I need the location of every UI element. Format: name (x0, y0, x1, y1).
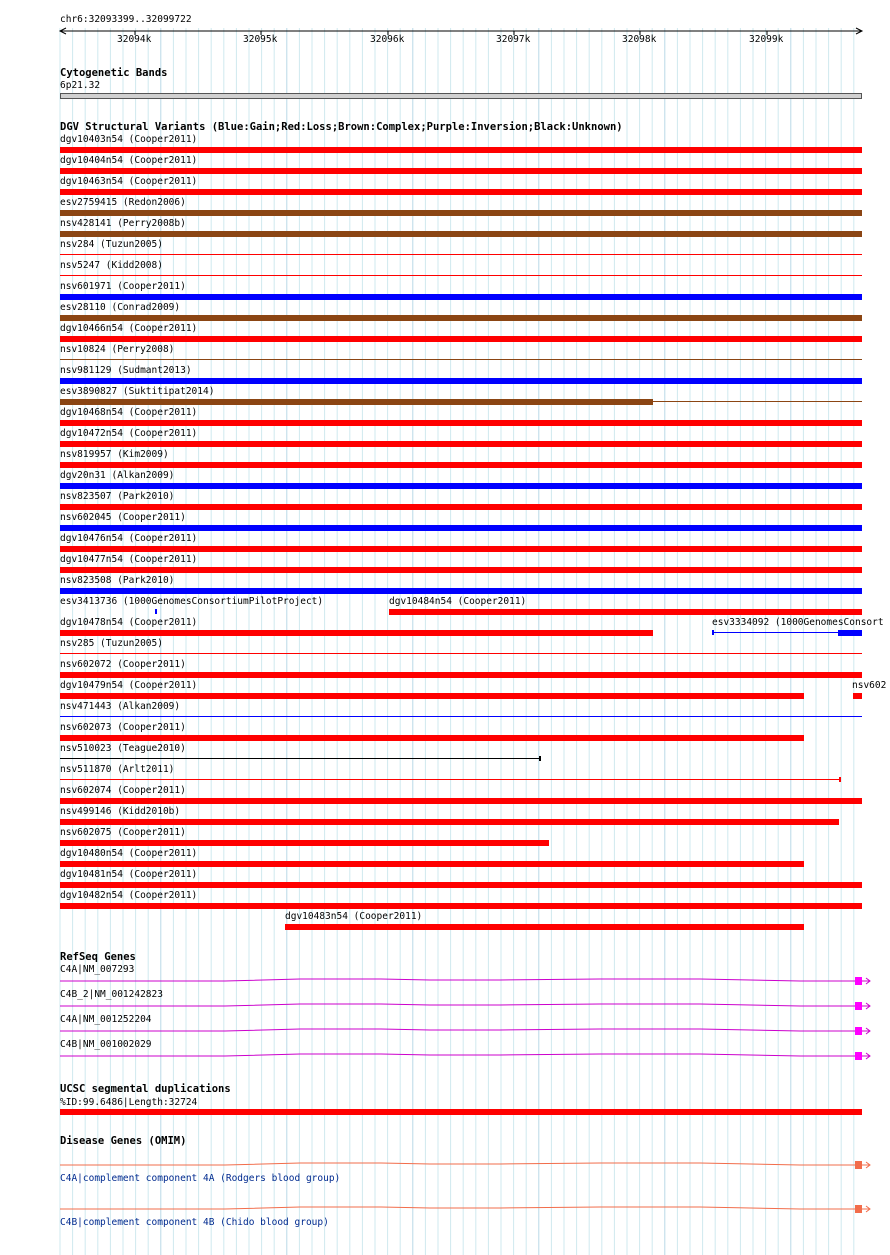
dgv-feature-label[interactable]: dgv10480n54 (Cooper2011) (60, 848, 198, 859)
dgv-feature-label[interactable]: dgv10468n54 (Cooper2011) (60, 407, 198, 418)
dgv-feature-label[interactable]: nsv428141 (Perry2008b) (60, 218, 186, 229)
dgv-feature-bar[interactable] (60, 294, 862, 300)
dgv-feature-label[interactable]: nsv819957 (Kim2009) (60, 449, 169, 460)
dgv-feature-label[interactable]: nsv823508 (Park2010) (60, 575, 175, 586)
ruler-tick-label: 32098k (622, 34, 657, 45)
track-title-cytoband: Cytogenetic Bands (60, 67, 168, 79)
omim-gene-label[interactable]: C4A|complement component 4A (Rodgers blood group) (60, 1173, 341, 1184)
dgv-feature-label[interactable]: nsv602072 (Cooper2011) (60, 659, 186, 670)
dgv-feature-bar[interactable] (60, 567, 862, 573)
ruler-tick-label: 32096k (370, 34, 405, 45)
dgv-feature-bar[interactable] (853, 693, 862, 699)
dgv-feature-bar[interactable] (60, 483, 862, 489)
dgv-feature-label[interactable]: dgv10476n54 (Cooper2011) (60, 533, 198, 544)
dgv-feature-label[interactable]: dgv10403n54 (Cooper2011) (60, 134, 198, 145)
dgv-feature-bar[interactable] (60, 819, 839, 825)
dgv-feature-label[interactable]: nsv285 (Tuzun2005) (60, 638, 163, 649)
refseq-gene-label[interactable]: C4B_2|NM_001242823 (60, 989, 163, 1000)
track-title-refseq: RefSeq Genes (60, 951, 136, 963)
dgv-feature-bar[interactable] (60, 630, 653, 636)
track-title-omim: Disease Genes (OMIM) (60, 1135, 187, 1147)
refseq-gene-intron (60, 1004, 855, 1006)
dgv-feature-bar[interactable] (60, 210, 862, 216)
dgv-feature-bar[interactable] (60, 903, 862, 909)
dgv-feature-bar[interactable] (60, 693, 804, 699)
dgv-feature-bar[interactable] (838, 630, 862, 636)
dgv-feature-label[interactable]: esv3334092 (1000GenomesConsort (712, 617, 884, 628)
strand-arrow-icon (862, 1162, 870, 1168)
dgv-feature-bar[interactable] (60, 336, 862, 342)
dgv-feature-bar[interactable] (60, 588, 862, 594)
refseq-gene-intron (60, 1029, 855, 1031)
dgv-feature-bar[interactable] (60, 462, 862, 468)
dgv-feature-bar[interactable] (60, 840, 549, 846)
dgv-feature-label[interactable]: nsv823507 (Park2010) (60, 491, 175, 502)
dgv-feature-label[interactable]: nsv5247 (Kidd2008) (60, 260, 163, 271)
dgv-feature-label[interactable]: dgv20n31 (Alkan2009) (60, 470, 175, 481)
ruler-tick-label: 32095k (243, 34, 278, 45)
dgv-feature-bar[interactable] (60, 861, 804, 867)
dgv-feature-label[interactable]: esv3413736 (1000GenomesConsortiumPilotProject) (60, 596, 324, 607)
dgv-feature-label[interactable]: dgv10472n54 (Cooper2011) (60, 428, 198, 439)
dgv-feature-bar[interactable] (60, 735, 804, 741)
dgv-feature-bar[interactable] (60, 168, 862, 174)
dgv-feature-bar[interactable] (60, 546, 862, 552)
cytoband-label: 6p21.32 (60, 80, 101, 91)
dgv-feature-label[interactable]: dgv10404n54 (Cooper2011) (60, 155, 198, 166)
dgv-feature-label[interactable]: dgv10479n54 (Cooper2011) (60, 680, 198, 691)
ruler-tick-label: 32099k (749, 34, 784, 45)
dgv-feature-bar[interactable] (60, 441, 862, 447)
ruler-tick-label: 32094k (117, 34, 152, 45)
dgv-feature-bar[interactable] (712, 632, 838, 633)
refseq-gene-intron (60, 979, 855, 981)
segdup-label: %ID:99.6486|Length:32724 (60, 1097, 198, 1108)
ruler-tick-label: 32097k (496, 34, 531, 45)
dgv-feature-label[interactable]: dgv10463n54 (Cooper2011) (60, 176, 198, 187)
ruler-location: chr6:32093399..32099722 (60, 14, 192, 25)
dgv-feature-label[interactable]: dgv10484n54 (Cooper2011) (389, 596, 527, 607)
cytoband-bar[interactable] (60, 93, 862, 99)
strand-arrow-icon (862, 1206, 870, 1212)
dgv-feature-bar[interactable] (60, 672, 862, 678)
refseq-gene-intron (60, 1054, 855, 1056)
refseq-gene-exon (855, 1052, 862, 1060)
omim-gene-exon (855, 1161, 862, 1169)
omim-gene-intron (60, 1163, 855, 1165)
dgv-feature-label[interactable]: dgv10477n54 (Cooper2011) (60, 554, 198, 565)
dgv-feature-end-tick (539, 756, 541, 761)
dgv-feature-label[interactable]: esv3890827 (Suktitipat2014) (60, 386, 215, 397)
dgv-feature-label[interactable]: nsv602075 (Cooper2011) (60, 827, 186, 838)
dgv-feature-bar[interactable] (60, 275, 862, 276)
strand-arrow-icon (862, 1053, 870, 1059)
dgv-feature-label[interactable]: nsv601971 (Cooper2011) (60, 281, 186, 292)
track-title-dgv: DGV Structural Variants (Blue:Gain;Red:Loss;Brown:Complex;Purple:Inversion;Black:Unknown) (60, 121, 623, 133)
dgv-feature-bar[interactable] (60, 359, 862, 360)
refseq-gene-exon (855, 977, 862, 985)
dgv-feature-bar[interactable] (60, 378, 862, 384)
dgv-feature-label[interactable]: nsv602074 (Cooper2011) (60, 785, 186, 796)
omim-gene-exon (855, 1205, 862, 1213)
dgv-feature-label[interactable]: dgv10482n54 (Cooper2011) (60, 890, 198, 901)
dgv-feature-label[interactable]: nsv284 (Tuzun2005) (60, 239, 163, 250)
dgv-feature-bar[interactable] (60, 254, 862, 255)
dgv-feature-bar[interactable] (60, 504, 862, 510)
dgv-feature-label[interactable]: nsv511870 (Arlt2011) (60, 764, 175, 775)
dgv-feature-bar[interactable] (60, 798, 862, 804)
dgv-feature-end-tick (839, 777, 841, 782)
dgv-feature-bar[interactable] (653, 401, 862, 402)
dgv-feature-bar[interactable] (60, 189, 862, 195)
dgv-feature-label[interactable]: nsv471443 (Alkan2009) (60, 701, 181, 712)
dgv-feature-label[interactable]: nsv602073 (Cooper2011) (60, 722, 186, 733)
omim-gene-label[interactable]: C4B|complement component 4B (Chido blood group) (60, 1217, 329, 1228)
dgv-feature-label[interactable]: nsv499146 (Kidd2010b) (60, 806, 181, 817)
dgv-feature-bar[interactable] (389, 609, 862, 615)
omim-gene-intron (60, 1207, 855, 1209)
segdup-bar[interactable] (60, 1109, 862, 1115)
dgv-feature-label[interactable]: dgv10466n54 (Cooper2011) (60, 323, 198, 334)
dgv-feature-label[interactable]: nsv981129 (Sudmant2013) (60, 365, 192, 376)
dgv-feature-bar[interactable] (60, 779, 840, 780)
dgv-feature-bar[interactable] (60, 525, 862, 531)
strand-arrow-icon (862, 978, 870, 984)
dgv-feature-bar[interactable] (60, 315, 862, 321)
dgv-feature-bar[interactable] (60, 653, 862, 654)
strand-arrow-icon (862, 1003, 870, 1009)
dgv-feature-label[interactable]: esv28110 (Conrad2009) (60, 302, 181, 313)
dgv-feature-bar[interactable] (60, 399, 653, 405)
track-title-segdup: UCSC segmental duplications (60, 1083, 231, 1095)
dgv-feature-label[interactable]: nsv602045 (Cooper2011) (60, 512, 186, 523)
dgv-feature-bar[interactable] (155, 609, 157, 614)
dgv-feature-bar[interactable] (60, 758, 540, 759)
dgv-feature-label[interactable]: nsv602 (852, 680, 887, 691)
strand-arrow-icon (862, 1028, 870, 1034)
dgv-feature-label[interactable]: esv2759415 (Redon2006) (60, 197, 186, 208)
refseq-gene-label[interactable]: C4A|NM_007293 (60, 964, 135, 975)
refseq-gene-label[interactable]: C4B|NM_001002029 (60, 1039, 152, 1050)
refseq-gene-exon (855, 1002, 862, 1010)
dgv-feature-bar[interactable] (712, 630, 714, 635)
dgv-feature-bar[interactable] (60, 147, 862, 153)
dgv-feature-label[interactable]: nsv10824 (Perry2008) (60, 344, 175, 355)
refseq-gene-label[interactable]: C4A|NM_001252204 (60, 1014, 152, 1025)
dgv-feature-bar[interactable] (60, 882, 862, 888)
dgv-feature-label[interactable]: dgv10483n54 (Cooper2011) (285, 911, 423, 922)
dgv-feature-label[interactable]: dgv10481n54 (Cooper2011) (60, 869, 198, 880)
dgv-feature-bar[interactable] (285, 924, 804, 930)
dgv-feature-bar[interactable] (60, 231, 862, 237)
refseq-gene-exon (855, 1027, 862, 1035)
dgv-feature-label[interactable]: nsv510023 (Teague2010) (60, 743, 186, 754)
dgv-feature-bar[interactable] (60, 420, 862, 426)
dgv-feature-bar[interactable] (60, 716, 862, 717)
dgv-feature-label[interactable]: dgv10478n54 (Cooper2011) (60, 617, 198, 628)
